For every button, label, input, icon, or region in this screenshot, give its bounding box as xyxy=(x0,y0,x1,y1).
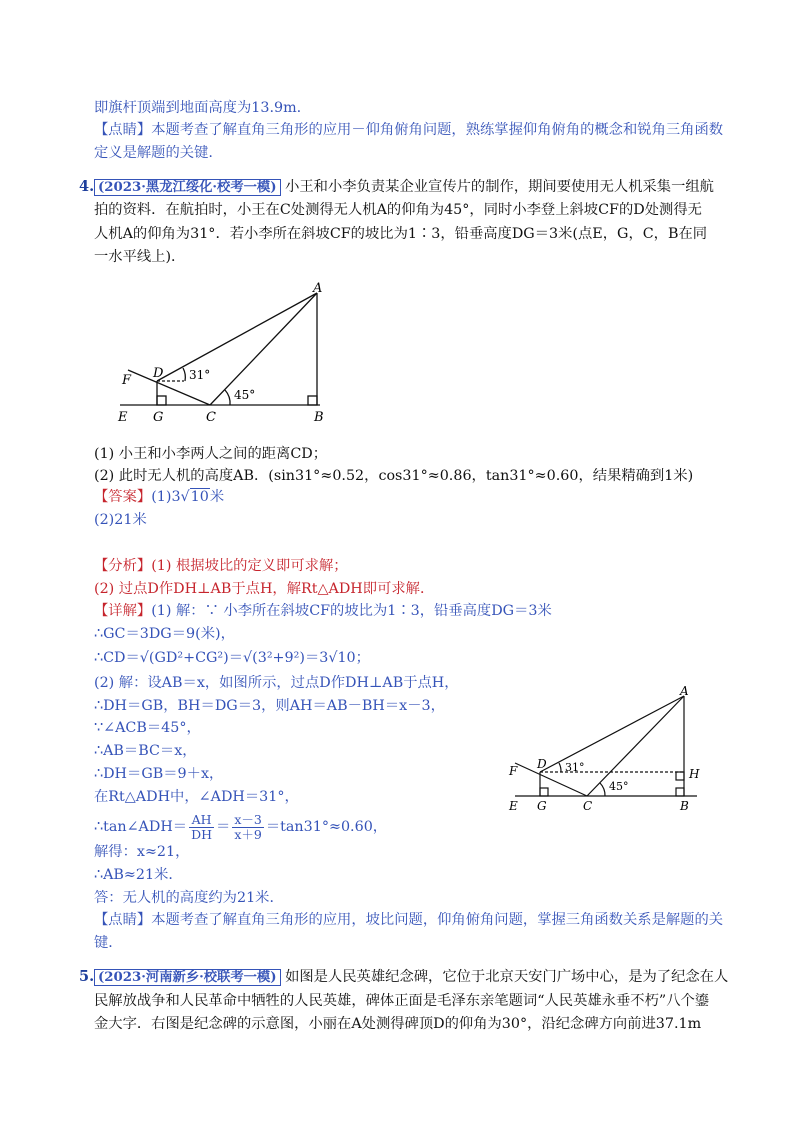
q4-stem-text: 小王和小李负责某企业宣传片的制作，期间要使用无人机采集一组航 xyxy=(285,179,714,195)
q5-stem-line-2: 民解放战争和人民革命中牺牲的人民英雄，碑体正面是毛泽东亲笔题词“人民英雄永垂不朽”八个鎏 xyxy=(94,993,710,1009)
q4-sub-question-1: (1) 小王和小李两人之间的距离CD； xyxy=(94,446,328,462)
point-label-e: E xyxy=(509,799,518,813)
q4-stem-line-1 xyxy=(94,177,714,198)
angle-label-31: 31° xyxy=(565,761,585,774)
q4-stem-line-2: 拍的资料．在航拍时，小王在C处测得无人机A的仰角为45°，同时小李登上斜坡CF的D处测得无 xyxy=(94,202,702,218)
q5-stem-text: 如图是人民英雄纪念碑，它位于北京天安门广场中心，是为了纪念在人 xyxy=(285,969,729,985)
q4-stem-line-4: 一水平线上)． xyxy=(94,249,186,265)
detail-line-2: ∴GC＝3DG＝9(米)， xyxy=(94,626,235,642)
comment-tag: 【点睛】 xyxy=(94,912,152,928)
question-source-badge: (2023·河南新乡·校联考一模) xyxy=(94,969,281,986)
tan-expression-suffix: ＝tan31°≈0.60， xyxy=(265,819,388,835)
answer-line-2: (2)21米 xyxy=(94,512,147,528)
point-label-d: D xyxy=(537,757,547,771)
question-number: 4. xyxy=(79,178,95,195)
fraction-ah-dh xyxy=(189,813,214,842)
analysis-text: (1) 根据坡比的定义即可求解； xyxy=(151,558,348,574)
comment-line-1 xyxy=(94,910,723,930)
q5-stem-line-3: 金大字．右图是纪念碑的示意图，小丽在A处测得碑顶D的仰角为30°，沿纪念碑方向前进37.1m xyxy=(94,1016,702,1032)
answer-1-radicand: 10 xyxy=(190,489,209,505)
detail-line-8: ∴DH＝GB＝9＋x， xyxy=(94,766,224,782)
comment-text: 本题考查了解直角三角形的应用，坡比问题，仰角俯角问题，掌握三角函数关系是解题的关 xyxy=(151,912,724,928)
previous-conclusion: 即旗杆顶端到地面高度为13.9m. xyxy=(94,100,302,116)
point-label-f: F xyxy=(509,764,518,778)
question-number: 5. xyxy=(79,968,95,985)
detail-line-10 xyxy=(94,812,387,842)
answer-1-prefix: (1)3 xyxy=(151,489,181,505)
point-label-g: G xyxy=(153,410,164,425)
detail-line-11: 解得：x≈21， xyxy=(94,844,190,860)
answer-tag: 【答案】 xyxy=(94,489,152,505)
comment-text: 本题考查了解直角三角形的应用－仰角俯角问题，熟练掌握仰角俯角的概念和锐角三角函数 xyxy=(151,122,724,138)
q4-sub-question-2: (2) 此时无人机的高度AB．(sin31°≈0.52，cos31°≈0.86，tan31°≈0.60，结果精确到1米) xyxy=(94,468,694,484)
analysis-line-1 xyxy=(94,556,348,576)
detail-line-12: ∴AB≈21米． xyxy=(94,867,183,883)
angle-label-31: 31° xyxy=(189,368,211,382)
point-label-c: C xyxy=(583,799,593,813)
fraction-denominator: x＋9 xyxy=(234,826,262,842)
point-label-f: F xyxy=(122,373,132,388)
detail-line-7: ∴AB＝BC＝x， xyxy=(94,743,197,759)
fraction-denominator: DH xyxy=(191,826,213,842)
q4-stem-line-3: 人机A的仰角为31°．若小李所在斜坡CF的坡比为1∶3，铅垂高度DG＝3米(点E，G，C，B在同 xyxy=(94,226,708,242)
analysis-tag: 【分析】 xyxy=(94,558,152,574)
point-label-b: B xyxy=(314,410,324,425)
answer-1-unit: 米 xyxy=(209,489,225,505)
equals-sign: ＝ xyxy=(216,819,231,835)
point-label-a: A xyxy=(313,281,323,296)
q5-stem-line-1 xyxy=(94,967,728,988)
comment-tag: 【点睛】 xyxy=(94,122,152,138)
comment-line-2: 键． xyxy=(94,935,123,951)
point-label-h: H xyxy=(689,767,700,781)
detail-line-5: ∴DH＝GB，BH＝DG＝3，则AH＝AB－BH＝x－3， xyxy=(94,698,445,714)
fraction-numerator: x－3 xyxy=(234,811,262,827)
point-label-a: A xyxy=(680,684,689,698)
point-label-c: C xyxy=(206,410,216,425)
point-label-g: G xyxy=(537,799,547,813)
sqrt-symbol: √ xyxy=(180,489,190,505)
question-source-badge: (2023·黑龙江绥化·校考一模) xyxy=(94,179,281,196)
answer-line-1 xyxy=(94,487,224,507)
point-label-e: E xyxy=(118,410,128,425)
point-label-d: D xyxy=(153,366,164,381)
detail-line-6: ∵∠ACB＝45°， xyxy=(94,720,201,736)
q4-figure xyxy=(110,278,340,428)
fraction-numerator: AH xyxy=(189,813,214,828)
detail-line-13: 答：无人机的高度约为21米． xyxy=(94,890,284,906)
fraction-x xyxy=(232,813,264,842)
tan-expression-prefix: ∴tan∠ADH＝ xyxy=(94,819,188,835)
analysis-line-2: (2) 过点D作DH⊥AB于点H，解Rt△ADH即可求解． xyxy=(94,581,435,597)
detail-tag: 【详解】 xyxy=(94,603,152,619)
angle-label-45: 45° xyxy=(234,388,256,402)
angle-label-45: 45° xyxy=(609,780,629,793)
previous-comment-line-1 xyxy=(94,120,723,140)
q4-solution-figure xyxy=(505,684,715,814)
detail-line-9: 在Rt△ADH中，∠ADH＝31°， xyxy=(94,789,299,805)
detail-line-3: ∴CD＝√(GD²+CG²)＝√(3²+9²)＝3√10； xyxy=(94,650,370,666)
previous-comment-line-2: 定义是解题的关键. xyxy=(94,145,213,161)
detail-line-1 xyxy=(94,601,552,621)
detail-line-4: (2) 解：设AB＝x，如图所示，过点D作DH⊥AB于点H， xyxy=(94,675,459,691)
point-label-b: B xyxy=(680,799,689,813)
detail-text: (1) 解：∵ 小李所在斜坡CF的坡比为1∶3，铅垂高度DG＝3米 xyxy=(151,603,552,619)
